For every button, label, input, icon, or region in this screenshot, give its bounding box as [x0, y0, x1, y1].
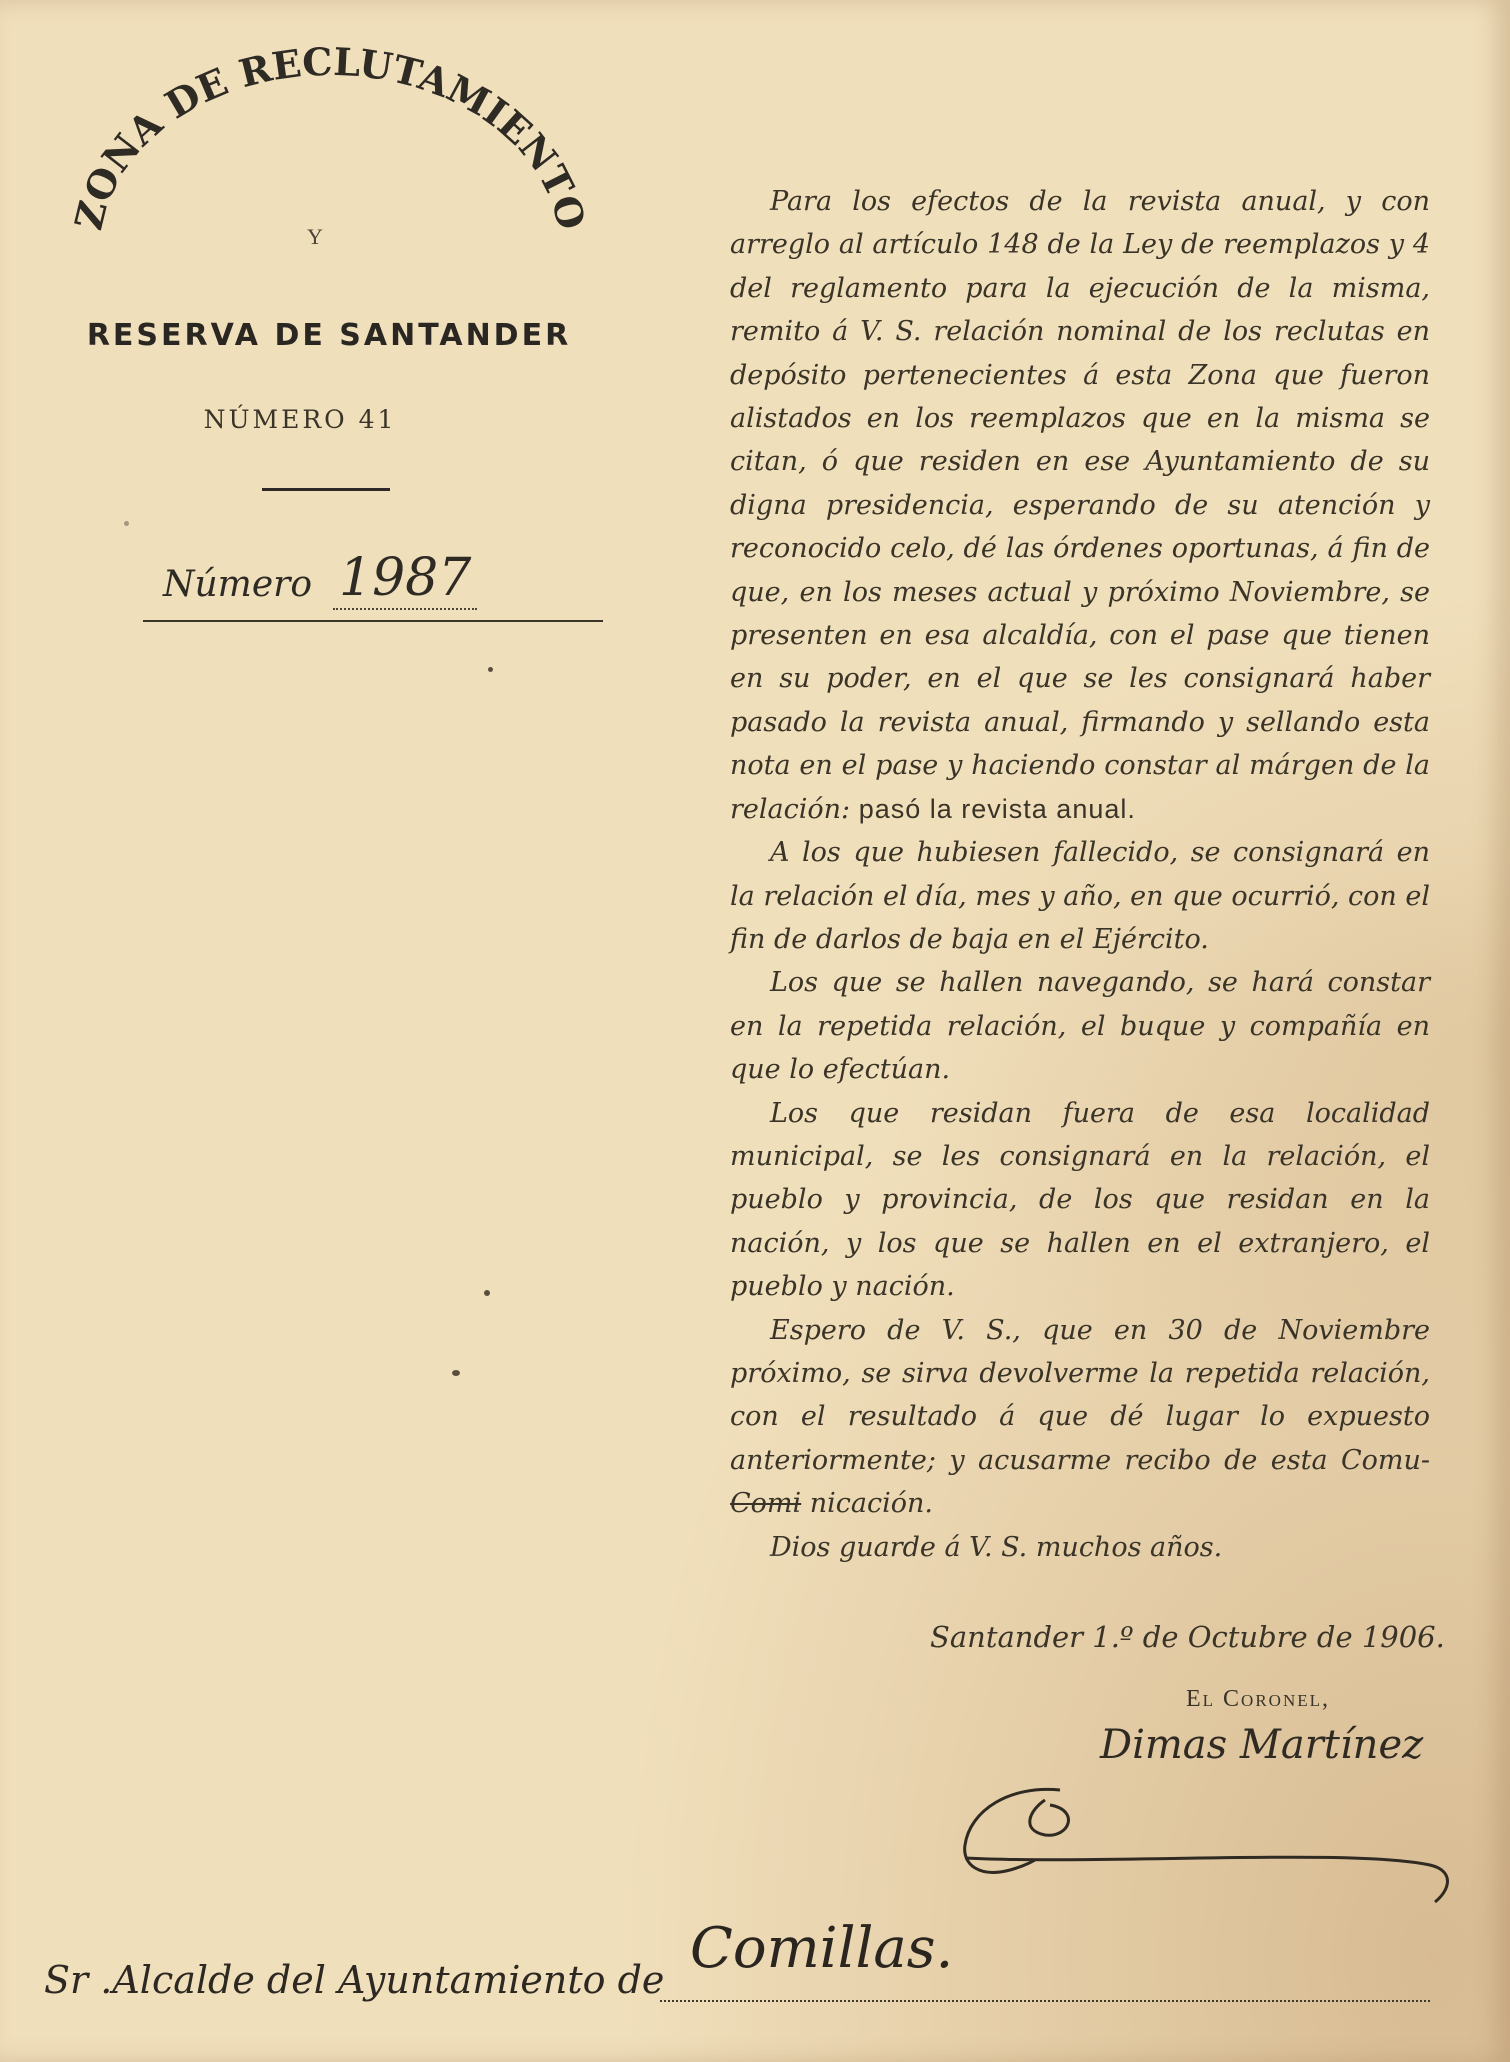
- handwritten-correction: nicación: [809, 1488, 925, 1520]
- conjunction-y: Y: [307, 224, 323, 249]
- arc-text: ZONA DE RECLUTAMIENTO: [65, 40, 595, 235]
- numero-label: Número: [163, 564, 313, 605]
- town-name: Comillas.: [690, 1916, 954, 1981]
- unit-name: RESERVA DE SANTANDER: [86, 318, 572, 353]
- addressee-line: Sr .Alcalde del Ayuntamiento de: [44, 1958, 665, 2002]
- paragraph-6: Dios guarde á V. S. muchos años.: [770, 1531, 1223, 1563]
- paper-speck: [452, 1370, 460, 1376]
- header-divider: [262, 488, 390, 491]
- paragraph-4: Los que residan fuera de esa localidad municipal, se les consignará en la relación, el pueblo y provincia, de los que residan en la nación, y los que se hallen en el extranjero, el pueblo y nación.: [730, 1097, 1430, 1303]
- upright-phrase: pasó la revista anual.: [858, 793, 1136, 824]
- paragraph-3: Los que se hallen navegando, se hará constar en la repetida relación, el buque y compañía en que lo efectúan.: [730, 967, 1430, 1086]
- document-number-line: [143, 550, 603, 622]
- signatory-title: El Coronel,: [1186, 1686, 1330, 1712]
- struck-text: Comi: [730, 1488, 802, 1520]
- numero-value: 1987: [333, 548, 477, 610]
- zona-arc-heading: [60, 40, 600, 260]
- paragraph-2: A los que hubiesen fallecido, se consignará en la relación el día, mes y año, en que ocurrió, con el fin de darlos de baja en el Ejército.: [730, 837, 1430, 955]
- addressee-dotted-line: [660, 2000, 1430, 2002]
- date-line: Santander 1.º de Octubre de 1906.: [930, 1620, 1445, 1654]
- signature: Dimas Martínez: [1100, 1722, 1424, 1768]
- paper-speck: [484, 1290, 490, 1296]
- unit-number: NÚMERO 41: [203, 405, 397, 434]
- paper-speck: [488, 667, 493, 672]
- letter-body: [730, 180, 1430, 1569]
- paper-speck: [124, 521, 129, 526]
- signature-flourish: [950, 1770, 1460, 1910]
- paragraph-1: Para los efectos de la revista anual, y con arreglo al artículo 148 de la Ley de reemplazos y 4 del reglamento para la ejecución de la misma, remito á V. S. relación nominal de los reclutas en depósito pertenecientes á esta Zona que fueron alistados en los reemplazos que en la misma se citan, ó que residen en ese Ayuntamiento de su digna presidencia, esperando de su atención y reconocido celo, dé las órdenes oportunas, á fin de que, en los meses actual y próximo Noviembre, se presenten en esa alcaldía, con el pase que tienen en su poder, en el que se les consignará haber pasado la revista anual, firmando y sellando esta nota en el pase y haciendo constar al márgen de la relación: pasó la revista anual.: [730, 186, 1430, 825]
- paragraph-5: Espero de V. S., que en 30 de Noviembre próximo, se sirva devolverme la repetida relación, con el resultado á que dé lugar lo expuesto anteriormente; y acusarme recibo de esta Comu- Comi nicación.: [730, 1314, 1430, 1520]
